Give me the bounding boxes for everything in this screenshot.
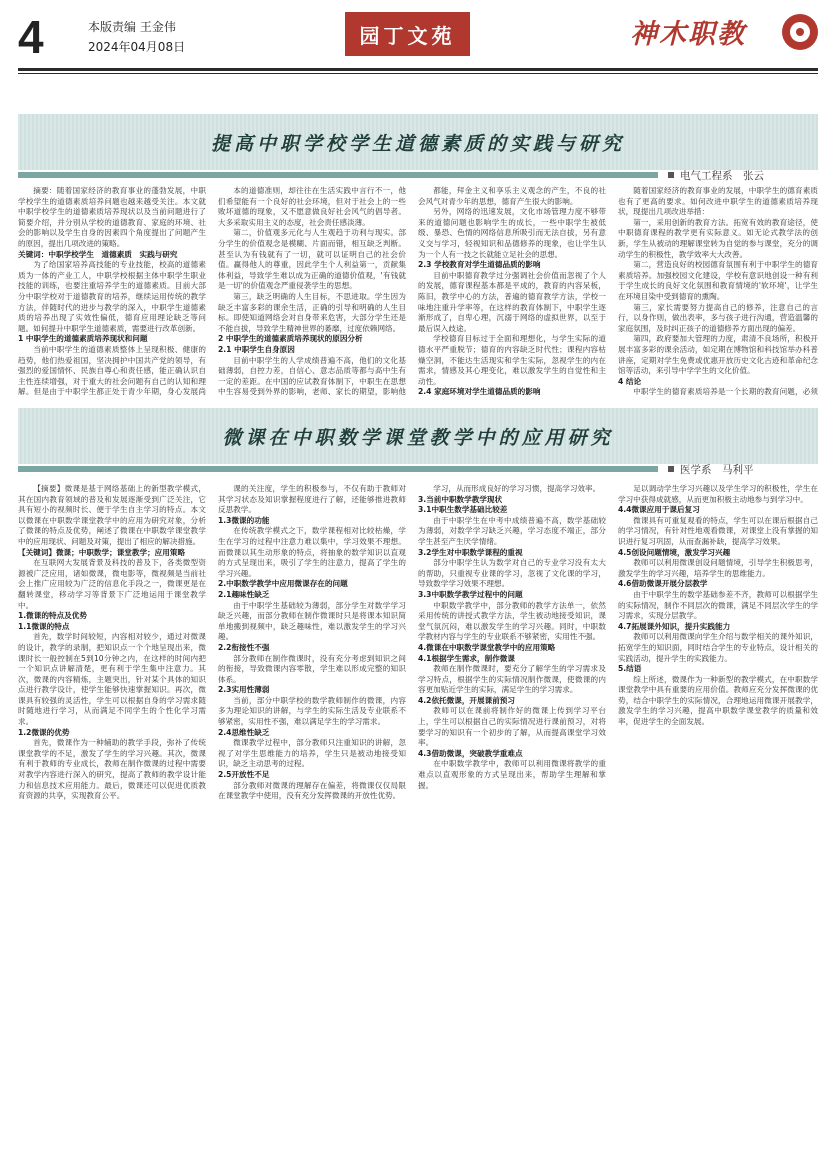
header-rule [18, 68, 818, 71]
paragraph: 课的关注度，学生的积极参与，不仅有助于教师对其学习状态及知识掌握程度进行了解，还能够推进教师反思教学。 [218, 484, 406, 515]
article-2-column-2 [218, 484, 406, 1164]
paragraph: 由于中职学生的数学基础参差不齐，教师可以根据学生的实际情况，制作不同层次的微课，满足不同层次学生的学习需求，实现分层教学。 [618, 589, 818, 621]
section-heading: 2.2衔接性不强 [218, 642, 270, 652]
section-heading: 2.3实用性薄弱 [218, 685, 270, 695]
paragraph: 目前中职德育教学过分强调社会价值而忽视了个人的发展，德育课程基本都是平成的，教育的内容呆板，陈旧，教学中心的方法，普遍的德育教学方法，学校一味地注重升学率等，在这样的教育体制下，中职学生逐渐形成了，自卑心理，沉溺于网络的虚拟世界，以至于最后误入歧途。 [418, 270, 606, 333]
section-heading: 2.4 家庭环境对学生道德品质的影响 [418, 387, 541, 396]
section-heading: 2.3 学校教育对学生道德品质的影响 [418, 260, 541, 270]
paragraph: 第三，缺乏明确的人生目标，不思进取。学生因为缺乏丰富多彩的课余生活，正确的引导和明确的人生目标。即使知道网络会对自身带来危害，大部分学生还是不能自拔，导致学生精神世界的萎靡，过度依赖网络。 [218, 291, 406, 333]
paragraph: 由于中职学生在中考中成绩普遍不高，数学基础较为薄弱，对数学学习缺乏兴趣，学习态度不端正，部分学生甚至产生厌学情绪。 [418, 515, 606, 546]
section-heading: 4.3借助微课，突破教学重难点 [418, 748, 523, 758]
paragraph: 第三，家长需要努力提高自己的修养，注意自己的言行，以身作则，做出表率，多与孩子进行沟通，营造温馨的家庭氛围，及时纠正孩子的道德修养方面出现的偏差。 [618, 302, 818, 333]
paragraph: 教师可以利用微课创设问题情境，引导学生积极思考，激发学生的学习兴趣，培养学生的思维能力。 [618, 558, 818, 578]
section-heading: 4.7拓展课外知识，提升实践能力 [618, 621, 731, 631]
article-2-column-4 [618, 484, 818, 1164]
paragraph: 中职学生的德育素质培养是一个长期的教育问题，必须 [633, 387, 818, 396]
paragraph: 第二，营造良好的校园德育氛围有利于中职学生的德育素质培养。加强校园文化建设，学校有意识地创设一种有利于学生成长的良好文化氛围和教育情境的'软环境'，让学生在环境目染中受到德育的熏陶。 [618, 260, 818, 301]
paragraph: 教师可以利用微课向学生介绍与数学相关的课外知识，拓宽学生的知识面，同时结合学生的专业特点，设计相关的实践活动，提升学生的实践能力。 [618, 632, 818, 663]
section-heading: 2.4思维性缺乏 [218, 727, 270, 737]
section-heading: 4.1根据学生需求，制作微课 [418, 653, 515, 663]
paragraph: 中职数学教学中，部分教师的教学方法单一，依然采用传统的讲授式教学方法，学生被动地接受知识，课堂气氛沉闷，难以激发学生的学习兴趣。同时，中职数学教材内容与学生的专业联系不够紧密，实用性不强。 [418, 600, 606, 642]
editor-label: 本版责编 王金伟 [88, 20, 176, 34]
section-heading: 3.当前中职数学教学现状 [418, 494, 503, 504]
paragraph: 都能，拜金主义和享乐主义观念的产生，不良的社会风气对青少年的思想，德育产生很大的影响。 [418, 186, 606, 206]
paragraph: 部分教师对微课的理解存在偏差，将微课仅仅局限在课堂教学中使用，没有充分发挥微课的开放性优势。 [218, 780, 406, 801]
section-heading: 1.3微课的功能 [218, 515, 270, 525]
paragraph: 随着国家经济的教育事业的发展，中职学生的德育素质也有了更高的要求。如何改进中职学生的道德素质培养现状，现提出几项改进举措： [618, 186, 818, 217]
article-1-column-1 [18, 186, 206, 396]
paragraph: 本的道德准则，却往往在生活实践中言行不一，他们希望能有一个良好的社会环境，但对于社会上的一些败坏道德的现象，又不愿意做良好社会风气的倡导者。大多采取实用主义的态度，社会责任感淡薄。 [218, 186, 406, 227]
section-heading: 5.结语 [618, 664, 642, 674]
section-heading: 2.1 中职学生自身原因 [218, 344, 295, 354]
paragraph: 为了给国家培养高技能的专业技能，校高的道德素质为一体的产业工人，中职学校根据主体中职学生职业技能的训练，也要注重培养学生的道德素质。目前大部分中职学校对于道德教育的培养，继续运用传统的教学方法，伴随时代的进步与教学的深入，中职学生道德素质的培养出现了实效性偏低，德育应用理论缺乏等问题。如何提升中职学生道德素质，需要进行改革创新。 [18, 260, 206, 333]
section-heading: 3.2学生对中职数学课程的重视 [418, 547, 523, 557]
paragraph: 学习，从而形成良好的学习习惯，提高学习效率。 [433, 484, 601, 493]
article-2-column-1 [18, 484, 206, 1164]
article-2-column-3 [418, 484, 606, 1164]
paragraph: 微课具有可重复观看的特点，学生可以在课后根据自己的学习情况，有针对性地观看微课，对课堂上没有掌握的知识进行复习巩固，从而查漏补缺，提高学习效果。 [618, 515, 818, 546]
newspaper-masthead: 神木职教 [630, 19, 746, 50]
paragraph: 足以调动学生学习兴趣以及学生学习的积极性，学生在学习中获得成就感，从而更加积极主动地参与到学习中。 [618, 484, 818, 504]
paragraph: 第一，采用创新的教育方法。拓宽有效的教育途径，使中职德育课程的教学更有实际意义。如无论式教学法的创新，学生从被动的理解课堂转为自觉的参与课堂，充分的调动学生的积极性，教学效率大大改善。 [618, 217, 818, 259]
paragraph: 在中职数学教学中，教师可以利用微课将教学的重难点以直观形象的方式呈现出来，帮助学生理解和掌握。 [418, 759, 606, 790]
section-heading: 1.2微课的优势 [18, 727, 70, 737]
paragraph: 另外，网络的迅速发展，文化市场管理力度不够带来的道德问题也影响学生的成长，一些中职学生被低级、暴恐、色情的网络信息所吸引而无法自拔，另有意义交与学习，轻视知识和品德修养的现象，也让学生认为一个人有一技之长就能立足社会的思想。 [418, 207, 606, 259]
paragraph: 由于中职学生基础较为薄弱，部分学生对数学学习缺乏兴趣，而部分教师在制作微课时只是将课本知识简单地搬到视频中，缺乏趣味性，难以激发学生的学习兴趣。 [218, 600, 406, 642]
section-heading: 2.5开放性不足 [218, 770, 270, 780]
article-1-column-2 [218, 186, 406, 396]
school-logo-core [796, 28, 804, 36]
paragraph: 【摘要】微课是基于网络基础上的新型教学模式，其在国内教育领域的普及和发展逐渐受到广泛关注，它具有短小的视频时长、便于学生自主学习的特点。本文以微课在中职数学课堂教学中的应用为研究对象，分析了微课的特点及优势，阐述了微课在中职数学课堂教学中的应用现状、问题及对策，提出了相应的解决措施。 [18, 484, 206, 546]
section-heading: 2.1趣味性缺乏 [218, 589, 270, 599]
paragraph: 第二，价值观多元化与人生观趋于功利与现实。部分学生的价值观念是模糊、片面而错，相互缺乏判断。甚至认为有钱就有了一切，就可以证明自己的社会价值。赢得他人的尊重，因此学生个人利益第一，贡献集体利益，导致学生难以成为正确的道德价值观，'有钱就是一切'的价值观念严重侵袭学生的思想。 [218, 228, 406, 291]
paragraph: 摘要：随着国家经济的教育事业的蓬勃发展，中职学校学生的道德素质培养问题也越来越受关注。本文就中职学校学生的道德素质培养现状以及当前问题进行了简要介绍，并分别从学校的道德教育、家庭的环境、社会的影响以及学生自身的因素四个角度提出了问题产生的原因，提出几项改进的策略。 [18, 186, 206, 248]
section-heading: 3.1中职生数学基础比较差 [418, 505, 508, 515]
paragraph: 综上所述，微课作为一种新型的教学模式，在中职数学课堂教学中具有重要的应用价值。教师应充分发挥微课的优势，结合中职学生的实际情况，合理地运用微课开展教学，激发学生的学习兴趣，提高中职数学课堂教学的质量和效率，促进学生的全面发展。 [618, 674, 818, 727]
section-heading: 1.1微课的特点 [18, 621, 70, 631]
paragraph: 在互联网大发展背景及科技的普及下，各类微型资源被广泛应用，诸如微课，微电影等，微视频是当前社会上推广应用较为广泛的信息化手段之一，微课更是在翻转课堂，移动学习等背景下广泛地运用于课堂教学中。 [18, 558, 206, 610]
paragraph: 目前中职学生的人学成绩普遍不高，他们的文化基础薄弱，自控力差，自信心、意志品质等都与高中生有一定的差距。在中国的应试教育体制下，中职生在思想中生容易受到外界的影响，老师、家长的期望，影响他 [218, 355, 406, 396]
paragraph: 部分教师在制作微课时，没有充分考虑到知识之间的衔接，导致微课内容零散，学生难以形成完整的知识体系。 [218, 653, 406, 684]
section-heading: 4 结论 [618, 376, 642, 386]
paragraph: 首先，微课作为一种辅助的教学手段，弥补了传统课堂教学的不足，激发了学生的学习兴趣。其次，微课有利于教师的专业成长，教师在制作微课的过程中需要对教学内容进行深入的研究，提高了教师的教学设计能力和信息技术应用能力。最后，微课还可以促进优质教育资源的共享，实现教育公平。 [18, 738, 206, 801]
section-heading: 2.中职数学教学中应用微课存在的问题 [218, 579, 348, 589]
column-name-banner: 园丁文苑 [345, 12, 470, 56]
section-heading: 1.微课的特点及优势 [18, 611, 87, 621]
paragraph: 微课教学过程中，部分教师只注重知识的讲解，忽视了对学生思维能力的培养，学生只是被动地接受知识，缺乏主动思考的过程。 [218, 738, 406, 769]
section-heading: 4.6借助微课开展分层教学 [618, 579, 708, 589]
paragraph: 在传统教学模式之下，数学课程相对比较枯燥，学生在学习的过程中注意力难以集中，学习效果不理想。而微课以其生动形象的特点，将抽象的数学知识以直观的方式呈现出来，吸引了学生的注意力，提高了学生的学习兴趣。 [218, 526, 406, 578]
paragraph: 部分中职学生认为数学对自己的专业学习没有太大的帮助，只重视专业课的学习，忽视了文化课的学习，导致数学学习效果不理想。 [418, 558, 606, 589]
section-heading: 4.微课在中职数学课堂教学中的应用策略 [418, 642, 556, 652]
article-2-title: 微课在中职数学课堂教学中的应用研究 [222, 426, 614, 449]
page-number: 4 [18, 11, 44, 63]
paragraph: 第四，政府要加大管理的力度，肃清不良场所，积极开展丰富多彩的课余活动，如定期在博物馆和科技馆举办科普讲座，定期对学生免费或优惠开放历史文化古迹和革命纪念馆等活动，来引导中学学生的文化价值。 [618, 334, 818, 376]
section-heading: 2 中职学生的道德素质培养现状的原因分析 [218, 334, 363, 344]
section-heading: 4.5创设问题情境，激发学习兴趣 [618, 547, 731, 557]
article-1-rule [18, 172, 658, 178]
article-2-rule [18, 466, 658, 472]
paragraph: 教师可以在课前将制作好的微课上传到学习平台上，学生可以根据自己的实际情况进行课前预习，对将要学习的知识有一个初步的了解，从而提高课堂学习效率。 [418, 706, 606, 748]
article-2-author: 医学系 马利平 [680, 464, 754, 476]
paragraph: 当前，部分中职学校的数学教师制作的微课，内容多为理论知识的讲解，与学生的实际生活及专业联系不够紧密，实用性不强，难以满足学生的学习需求。 [218, 695, 406, 727]
article-1-author: 电气工程系 张云 [680, 170, 764, 182]
section-heading: 3.3中职数学教学过程中的问题 [418, 589, 523, 599]
issue-date: 2024年04月08日 [88, 40, 186, 54]
header-rule-thin [18, 73, 818, 74]
author-marker-icon [668, 466, 674, 472]
section-heading: 4.4微课应用于课后复习 [618, 505, 700, 515]
section-heading: 4.2依托微课，开展课前预习 [418, 695, 515, 705]
section-heading: 【关键词】微课；中职数学；课堂教学；应用策略 [18, 547, 186, 557]
paragraph: 当前中职学生的道德素质整体上呈现积极、健康的趋势，他们热爱祖国，坚决拥护中国共产党的领导，有强烈的爱国情怀、民族自尊心和责任感，能正确认识自主性连续增强，对于重大的社会问题有自己的认知和理解。但是由于中职学生都正处于青少年期，身心发展尚 [18, 344, 206, 396]
section-heading: 关键词：中职学校学生 道德素质 实践与研究 [18, 249, 178, 259]
author-marker-icon [668, 172, 674, 178]
article-1-column-3 [418, 186, 606, 396]
article-1-title: 提高中职学校学生道德素质的实践与研究 [210, 132, 625, 155]
paragraph: 首先，数学时间较短，内容相对较少，通过对微课的设计，教学的录制，把知识点一个个地呈现出来，微课时长一般控制在5到10分钟之内，在这样的时间内把一个知识点讲解清楚，更有利于学生集中注意力。其次，微课的内容精炼，主题突出，针对某个具体的知识点进行教学设计，使学生能够快速掌握知识。再次，微课具有较强的灵活性，学生可以根据自身的学习需求随时随地进行学习，从而满足不同学生的个性化学习需求。 [18, 632, 206, 727]
paragraph: 学校德育目标过于全面和理想化，与学生实际的道德水平严重脱节；德育的内容缺乏时代性；课程内容枯燥空洞，不能达生活现实和学生实际，忽视学生的内在需求，情感及其心理变化，难以激发学生的自觉性和主动性。 [418, 334, 606, 386]
article-1-column-4 [618, 186, 818, 396]
paragraph: 教师在制作微课时，要充分了解学生的学习需求及学习特点，根据学生的实际情况制作微课，使微课的内容更加贴近学生的实际，满足学生的学习需求。 [418, 664, 606, 695]
section-heading: 1 中职学生的道德素质培养现状和问题 [18, 334, 148, 344]
